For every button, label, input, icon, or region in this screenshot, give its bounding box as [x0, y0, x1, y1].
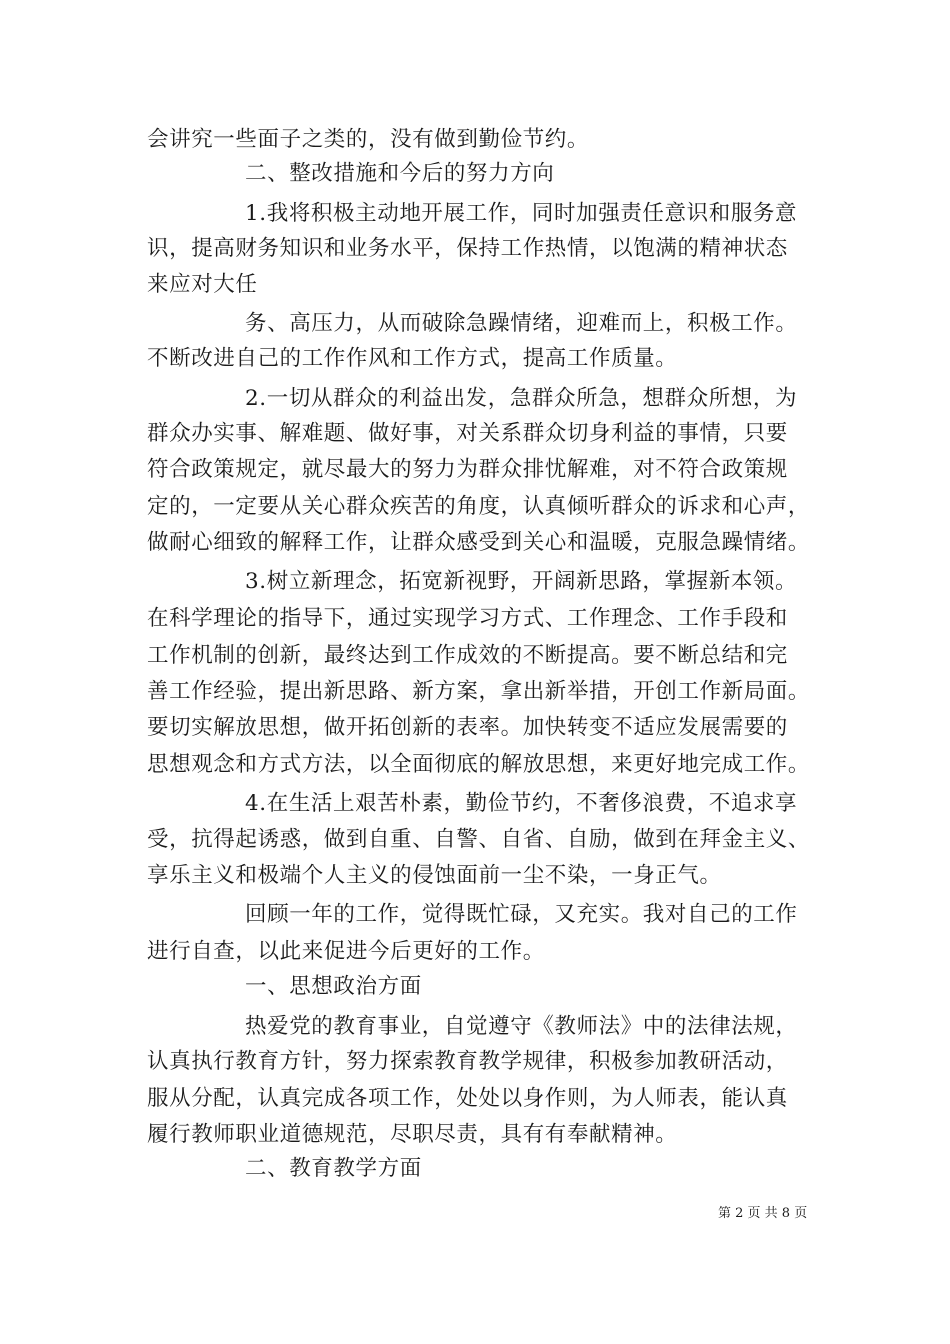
text-line: 2.一切从群众的利益出发，急群众所急，想群众所想，为	[245, 386, 798, 411]
text-line: 符合政策规定，就尽最大的努力为群众排忧解难，对不符合政策规	[147, 457, 788, 482]
text-line: 工作机制的创新，最终达到工作成效的不断提高。要不断总结和完	[147, 643, 788, 668]
page-number: 第 2 页 共 8 页	[718, 1206, 808, 1221]
text-line: 务、高压力，从而破除急躁情绪，迎难而上，积极工作。	[245, 311, 798, 336]
section-heading: 一、思想政治方面	[245, 974, 422, 999]
text-line: 履行教师职业道德规范，尽职尽责，具有有奉献精神。	[147, 1122, 678, 1147]
text-line: 群众办实事、解难题、做好事，对关系群众切身利益的事情，只要	[147, 421, 788, 446]
text-line: 善工作经验，提出新思路、新方案，拿出新举措，开创工作新局面。	[147, 679, 811, 704]
text-line: 不断改进自己的工作作风和工作方式，提高工作质量。	[147, 346, 678, 371]
section-heading: 二、教育教学方面	[245, 1156, 422, 1181]
text-line: 会讲究一些面子之类的，没有做到勤俭节约。	[147, 127, 590, 152]
text-line: 4.在生活上艰苦朴素，勤俭节约，不奢侈浪费，不追求享	[245, 791, 798, 816]
text-line: 1.我将积极主动地开展工作，同时加强责任意识和服务意	[245, 201, 798, 226]
text-line: 在科学理论的指导下，通过实现学习方式、工作理念、工作手段和	[147, 606, 788, 631]
text-line: 3.树立新理念，拓宽新视野，开阔新思路，掌握新本领。	[245, 569, 798, 594]
text-line: 定的，一定要从关心群众疾苦的角度，认真倾听群众的诉求和心声，	[147, 494, 811, 519]
text-line: 来应对大任	[147, 272, 258, 297]
text-line: 认真执行教育方针，努力探索教育教学规律，积极参加教研活动，	[147, 1049, 788, 1074]
text-line: 服从分配，认真完成各项工作，处处以身作则，为人师表，能认真	[147, 1086, 788, 1111]
text-line: 思想观念和方式方法，以全面彻底的解放思想，来更好地完成工作。	[147, 752, 811, 777]
section-heading: 二、整改措施和今后的努力方向	[245, 161, 555, 186]
text-line: 做耐心细致的解释工作，让群众感受到关心和温暖，克服急躁情绪。	[147, 530, 811, 555]
text-line: 要切实解放思想，做开拓创新的表率。加快转变不适应发展需要的	[147, 715, 788, 740]
text-line: 享乐主义和极端个人主义的侵蚀面前一尘不染，一身正气。	[147, 863, 722, 888]
text-line: 识，提高财务知识和业务水平，保持工作热情，以饱满的精神状态	[147, 236, 788, 261]
text-line: 进行自查，以此来促进今后更好的工作。	[147, 939, 545, 964]
text-line: 热爱党的教育事业，自觉遵守《教师法》中的法律法规，	[245, 1014, 798, 1039]
text-line: 受，抗得起诱惑，做到自重、自警、自省、自励，做到在拜金主义、	[147, 827, 811, 852]
text-line: 回顾一年的工作，觉得既忙碌，又充实。我对自己的工作	[245, 902, 798, 927]
